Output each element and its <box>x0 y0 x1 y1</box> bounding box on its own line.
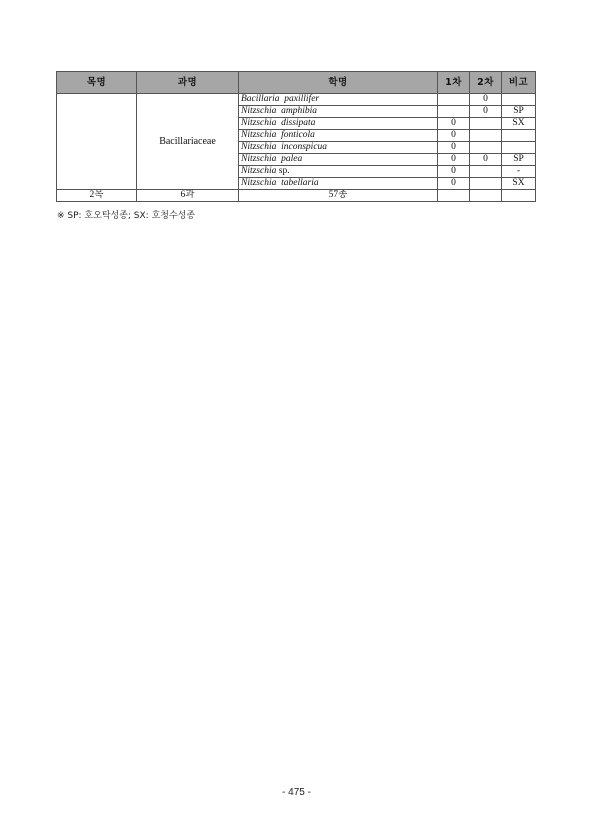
table-row <box>57 94 536 106</box>
summary-empty-cell <box>502 190 536 202</box>
summary-order-count: 2목 <box>57 190 137 202</box>
first-survey-cell <box>438 94 470 106</box>
remarks-cell: SX <box>502 118 536 130</box>
remarks-cell <box>502 142 536 154</box>
scientific-name: Nitzschia inconspicua <box>239 142 438 154</box>
summary-family-count: 6과 <box>137 190 239 202</box>
summary-species-count: 57종 <box>239 190 438 202</box>
second-survey-cell <box>470 142 502 154</box>
summary-row <box>57 190 536 202</box>
header-second-survey: 2차 <box>470 72 502 94</box>
second-survey-cell <box>470 178 502 190</box>
second-survey-cell <box>470 166 502 178</box>
summary-empty-cell <box>470 190 502 202</box>
first-survey-cell: 0 <box>438 118 470 130</box>
second-survey-cell: 0 <box>470 94 502 106</box>
first-survey-cell: 0 <box>438 142 470 154</box>
summary-empty-cell <box>438 190 470 202</box>
header-first-survey: 1차 <box>438 72 470 94</box>
header-order: 목명 <box>57 72 137 94</box>
first-survey-cell: 0 <box>438 130 470 142</box>
scientific-name: Nitzschia amphibia <box>239 106 438 118</box>
scientific-name: Nitzschia dissipata <box>239 118 438 130</box>
scientific-name: Nitzschia fonticola <box>239 130 438 142</box>
remarks-cell: SP <box>502 106 536 118</box>
second-survey-cell <box>470 130 502 142</box>
header-family: 과명 <box>137 72 239 94</box>
family-cell: Bacillariaceae <box>137 94 239 190</box>
header-remarks: 비고 <box>502 72 536 94</box>
species-table <box>56 71 536 202</box>
second-survey-cell: 0 <box>470 154 502 166</box>
scientific-name: Nitzschia palea <box>239 154 438 166</box>
remarks-cell: - <box>502 166 536 178</box>
header-scientific-name: 학명 <box>239 72 438 94</box>
remarks-cell <box>502 130 536 142</box>
scientific-name: Nitzschia tabellaria <box>239 178 438 190</box>
table-header-row <box>57 72 536 94</box>
scientific-name: Bacillaria paxillifer <box>239 94 438 106</box>
first-survey-cell: 0 <box>438 154 470 166</box>
second-survey-cell: 0 <box>470 106 502 118</box>
second-survey-cell <box>470 118 502 130</box>
first-survey-cell <box>438 106 470 118</box>
first-survey-cell: 0 <box>438 166 470 178</box>
remarks-cell: SX <box>502 178 536 190</box>
remarks-cell: SP <box>502 154 536 166</box>
scientific-name: Nitzschia sp. <box>239 166 438 178</box>
first-survey-cell: 0 <box>438 178 470 190</box>
remarks-cell <box>502 94 536 106</box>
order-cell <box>57 94 137 190</box>
table-footnote: ※ SP: 호오탁성종; SX: 호청수성종 <box>57 211 196 221</box>
page-number: - 475 - <box>282 787 311 798</box>
